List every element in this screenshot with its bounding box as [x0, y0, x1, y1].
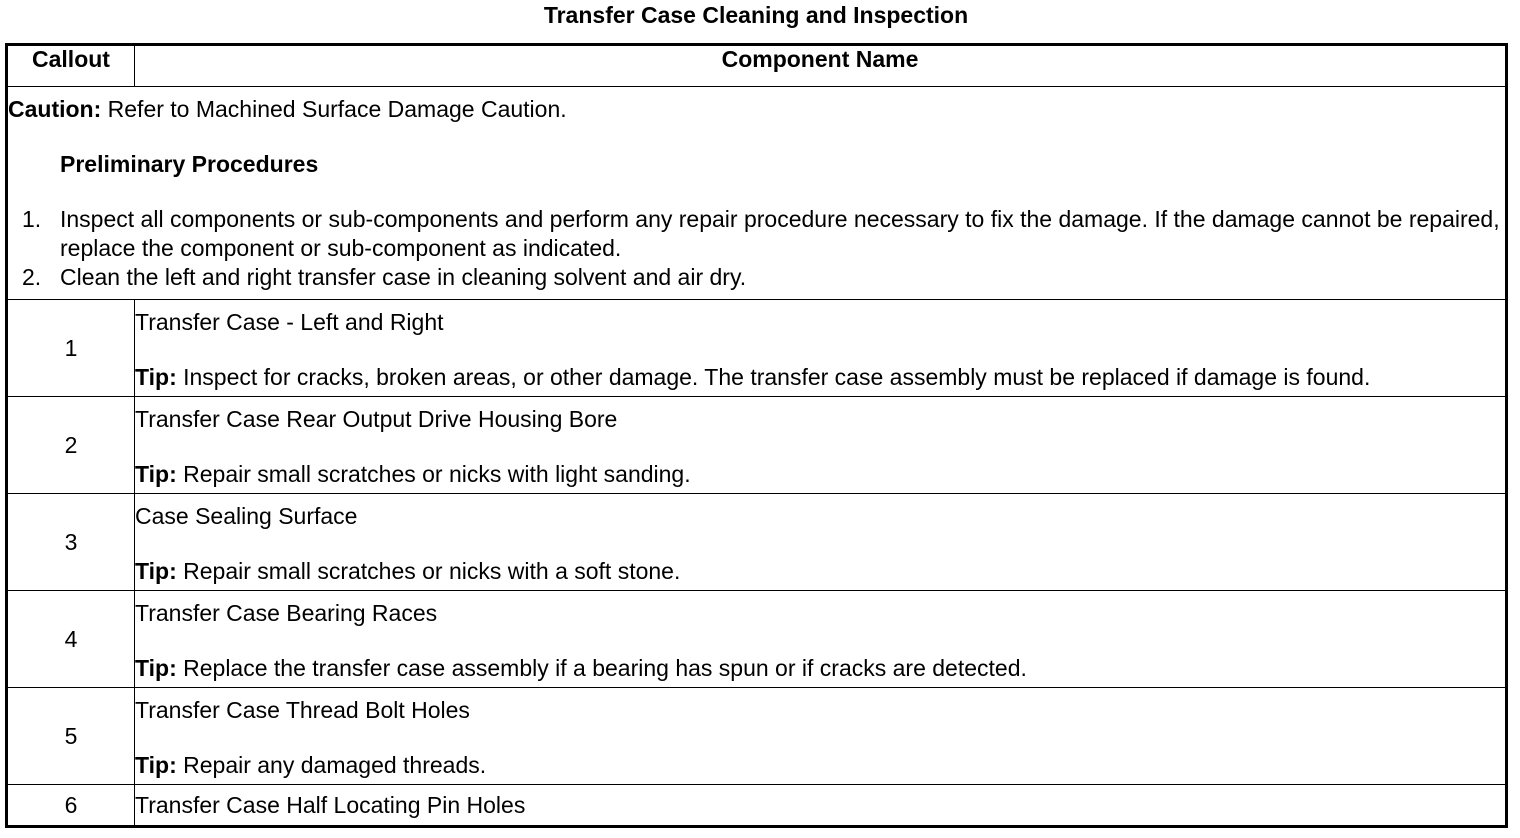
callout-cell: 3	[7, 494, 135, 591]
page-title: Transfer Case Cleaning and Inspection	[543, 2, 969, 28]
table-row	[7, 591, 1507, 688]
caution-note	[8, 95, 1505, 123]
component-name: Transfer Case Thread Bolt Holes	[135, 697, 470, 723]
component-name: Case Sealing Surface	[135, 503, 358, 529]
tip-note	[135, 751, 1505, 779]
tip-text: Replace the transfer case assembly if a bearing has spun or if cracks are detected.	[176, 655, 1027, 681]
intro-row	[7, 87, 1507, 300]
component-cell	[135, 300, 1507, 397]
tip-label: Tip:	[135, 461, 177, 487]
tip-label: Tip:	[135, 655, 177, 681]
table-row	[7, 785, 1507, 827]
table-header-row	[7, 45, 1507, 87]
tip-text: Repair small scratches or nicks with light sanding.	[176, 461, 691, 487]
callout-header: Callout	[7, 45, 135, 87]
callout-cell: 5	[7, 688, 135, 785]
table-row	[7, 494, 1507, 591]
component-name: Transfer Case Bearing Races	[135, 600, 438, 626]
table-row	[7, 397, 1507, 494]
caution-text: Refer to Machined Surface Damage Caution.	[101, 96, 567, 122]
callout-cell: 4	[7, 591, 135, 688]
preliminary-steps	[8, 205, 1505, 292]
tip-note	[135, 460, 1505, 488]
intro-cell	[7, 87, 1507, 300]
component-table	[5, 43, 1508, 828]
preliminary-heading: Preliminary Procedures	[60, 151, 319, 177]
callout-cell: 6	[7, 785, 135, 827]
tip-note	[135, 557, 1505, 585]
step-number: 1.	[22, 206, 42, 232]
component-cell	[135, 688, 1507, 785]
tip-label: Tip:	[135, 558, 177, 584]
step-number: 2.	[22, 264, 42, 290]
tip-label: Tip:	[135, 364, 177, 390]
tip-text: Repair any damaged threads.	[176, 752, 487, 778]
tip-label: Tip:	[135, 752, 177, 778]
component-cell	[135, 397, 1507, 494]
component-cell	[135, 591, 1507, 688]
tip-note	[135, 654, 1505, 682]
callout-cell: 2	[7, 397, 135, 494]
table-row	[7, 688, 1507, 785]
component-name: Transfer Case Half Locating Pin Holes	[135, 791, 526, 818]
component-name: Transfer Case - Left and Right	[135, 309, 444, 335]
step-item	[8, 205, 1505, 263]
component-cell	[135, 494, 1507, 591]
step-text: Clean the left and right transfer case in cleaning solvent and air dry.	[60, 264, 747, 290]
caution-label: Caution:	[8, 96, 102, 122]
tip-note	[135, 363, 1505, 391]
callout-cell: 1	[7, 300, 135, 397]
step-item	[8, 263, 1505, 292]
tip-text: Repair small scratches or nicks with a soft stone.	[176, 558, 681, 584]
component-name-header: Component Name	[135, 45, 1507, 87]
tip-text: Inspect for cracks, broken areas, or other damage. The transfer case assembly must be replaced if damage is found.	[176, 364, 1371, 390]
component-name: Transfer Case Rear Output Drive Housing Bore	[135, 406, 618, 432]
step-text: Inspect all components or sub-components and perform any repair procedure necessary to fix the damage. If the damage cannot be repaired, replace the component or sub-component as indicated.	[60, 206, 1500, 261]
component-cell	[135, 785, 1507, 827]
table-row	[7, 300, 1507, 397]
